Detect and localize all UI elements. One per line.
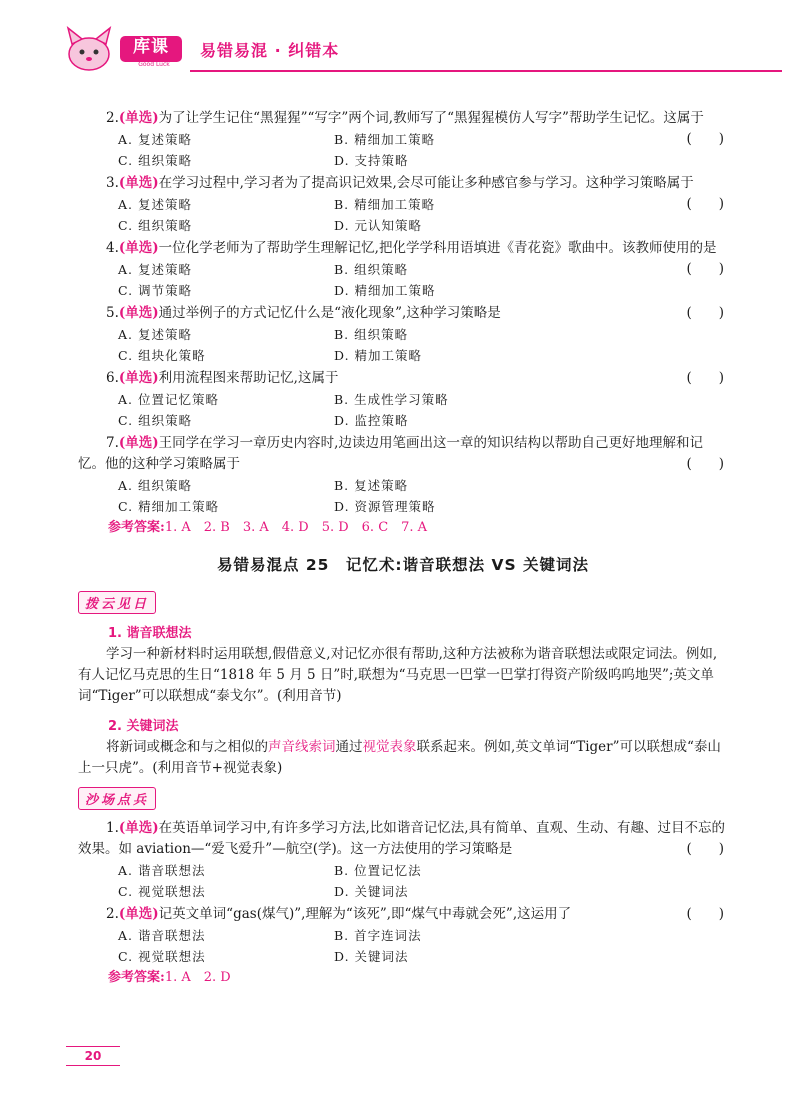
question-type-tag: (单选) <box>118 906 159 922</box>
option-b: B. 组织策略 <box>334 262 409 277</box>
header-title: 易错易混 · 纠错本 <box>200 41 340 60</box>
option-d: D. 元认知策略 <box>334 218 423 233</box>
option-c: C. 组织策略 <box>118 218 193 233</box>
question-stem: 在英语单词学习中,有许多学习方法,比如谐音记忆法,具有简单、直观、生动、有趣、过目不忘的效果。如 aviation—“爱飞爱升”—航空(学)。这一方法使用的学习策略是 <box>78 820 726 857</box>
option-c: C. 组织策略 <box>118 153 193 168</box>
option-b: B. 复述策略 <box>334 478 409 493</box>
question-stem: 一位化学老师为了帮助学生理解记忆,把化学学科用语填进《青花瓷》歌曲中。该教师使用的是 <box>158 240 717 256</box>
answer-blank: ( ) <box>686 196 724 212</box>
question-stem: 在学习过程中,学习者为了提高识记效果,会尽可能让多种感官参与学习。这种学习策略属于 <box>158 175 694 191</box>
answer-blank: ( ) <box>686 261 724 277</box>
answer-blank: ( ) <box>686 305 724 321</box>
answer-blank: ( ) <box>686 456 724 472</box>
question-5 <box>78 303 728 366</box>
question-number: 5. <box>106 305 119 321</box>
option-a: A. 复述策略 <box>118 327 192 342</box>
question-3 <box>78 173 728 236</box>
answer-blank: ( ) <box>686 370 724 386</box>
option-b: B. 精细加工策略 <box>334 132 436 147</box>
answer-text: 1. A 2. B 3. A 4. D 5. D 6. C 7. A <box>164 520 428 535</box>
highlight-sound-cue: 声音线索词 <box>268 739 336 755</box>
answer-key <box>78 967 728 989</box>
option-d: D. 监控策略 <box>334 413 409 428</box>
question-stem: 王同学在学习一章历史内容时,边读边用笔画出这一章的知识结构以帮助自己更好地理解和记忆。他的这种学习策略属于 <box>78 435 703 472</box>
section-title: 易错易混点 25 记忆术:谐音联想法 VS 关键词法 <box>216 556 590 574</box>
answer-label: 参考答案: <box>108 970 165 985</box>
answer-blank: ( ) <box>686 131 724 147</box>
method-2-text: 将新词或概念和与之相似的声音线索词通过视觉表象联系起来。例如,英文单词“Tiger”可以联想成“泰山上一只虎”。(利用音节+视觉表象) <box>78 739 721 776</box>
option-b: B. 生成性学习策略 <box>334 392 449 407</box>
option-b: B. 首字连词法 <box>334 928 422 943</box>
option-c: C. 组织策略 <box>118 413 193 428</box>
option-c: C. 视觉联想法 <box>118 949 206 964</box>
option-a: A. 谐音联想法 <box>118 928 206 943</box>
option-a: A. 谐音联想法 <box>118 863 206 878</box>
option-c: C. 视觉联想法 <box>118 884 206 899</box>
method-1-text: 学习一种新材料时运用联想,假借意义,对记忆亦很有帮助,这种方法被称为谐音联想法或限定词法。例如,有人记忆马克思的生日“1818 年 5 月 5 日”时,联想为“马克思一巴掌一巴掌打得资产阶级呜呜地哭”;英文单词“Tiger”可以联想成“泰戈尔”。(利用音节) <box>78 646 718 704</box>
option-a: A. 复述策略 <box>118 197 192 212</box>
option-c: C. 调节策略 <box>118 283 193 298</box>
question-number: 3. <box>106 175 119 191</box>
fox-mascot-icon <box>62 26 116 72</box>
question-number: 4. <box>106 240 119 256</box>
option-d: D. 关键词法 <box>334 949 409 964</box>
question-number: 1. <box>106 820 119 836</box>
question-type-tag: (单选) <box>118 175 159 191</box>
answer-label: 参考答案: <box>108 520 165 535</box>
option-c: C. 组块化策略 <box>118 348 206 363</box>
question-type-tag: (单选) <box>118 820 159 836</box>
question-7 <box>78 433 728 517</box>
practice-question-2 <box>78 904 728 967</box>
option-a: A. 复述策略 <box>118 132 192 147</box>
option-b: B. 位置记忆法 <box>334 863 422 878</box>
highlight-visual-image: 视觉表象 <box>362 739 417 755</box>
option-a: A. 复述策略 <box>118 262 192 277</box>
question-type-tag: (单选) <box>118 305 159 321</box>
answer-blank: ( ) <box>686 906 724 922</box>
box-title-clarify: 拨云见日 <box>78 591 156 614</box>
option-a: A. 组织策略 <box>118 478 192 493</box>
question-stem: 利用流程图来帮助记忆,这属于 <box>158 370 339 386</box>
question-stem: 为了让学生记住“黑猩猩”“写字”两个词,教师写了“黑猩猩模仿人写字”帮助学生记忆。这属于 <box>158 110 704 126</box>
question-type-tag: (单选) <box>118 435 159 451</box>
question-4 <box>78 238 728 301</box>
method-2-heading: 2. 关键词法 <box>108 719 179 734</box>
practice-question-1 <box>78 818 728 902</box>
answer-text: 1. A 2. D <box>164 970 231 985</box>
question-number: 6. <box>106 370 119 386</box>
page-content <box>78 108 728 989</box>
option-a: A. 位置记忆策略 <box>118 392 219 407</box>
option-b: B. 精细加工策略 <box>334 197 436 212</box>
option-d: D. 支持策略 <box>334 153 409 168</box>
question-type-tag: (单选) <box>118 240 159 256</box>
question-stem: 记英文单词“gas(煤气)”,理解为“该死”,即“煤气中毒就会死”,这运用了 <box>158 906 572 922</box>
option-d: D. 精加工策略 <box>334 348 423 363</box>
brand-logo: 库课 <box>120 36 182 62</box>
question-6 <box>78 368 728 431</box>
question-number: 2. <box>106 110 119 126</box>
option-d: D. 资源管理策略 <box>334 499 436 514</box>
option-d: D. 精细加工策略 <box>334 283 436 298</box>
header-divider <box>190 70 782 72</box>
question-group-1 <box>78 108 728 539</box>
brand-sub: Good Luck <box>138 61 170 68</box>
question-2 <box>78 108 728 171</box>
question-number: 7. <box>106 435 119 451</box>
question-type-tag: (单选) <box>118 370 159 386</box>
answer-key <box>78 517 728 539</box>
option-d: D. 关键词法 <box>334 884 409 899</box>
question-stem: 通过举例子的方式记忆什么是“液化现象”,这种学习策略是 <box>158 305 501 321</box>
question-number: 2. <box>106 906 119 922</box>
answer-blank: ( ) <box>686 841 724 857</box>
option-c: C. 精细加工策略 <box>118 499 220 514</box>
method-1-heading: 1. 谐音联想法 <box>108 626 192 641</box>
option-b: B. 组织策略 <box>334 327 409 342</box>
box-title-practice: 沙场点兵 <box>78 787 156 810</box>
question-group-2 <box>78 818 728 989</box>
question-type-tag: (单选) <box>118 110 159 126</box>
page-number: 20 <box>66 1046 120 1066</box>
page-header <box>62 22 782 78</box>
